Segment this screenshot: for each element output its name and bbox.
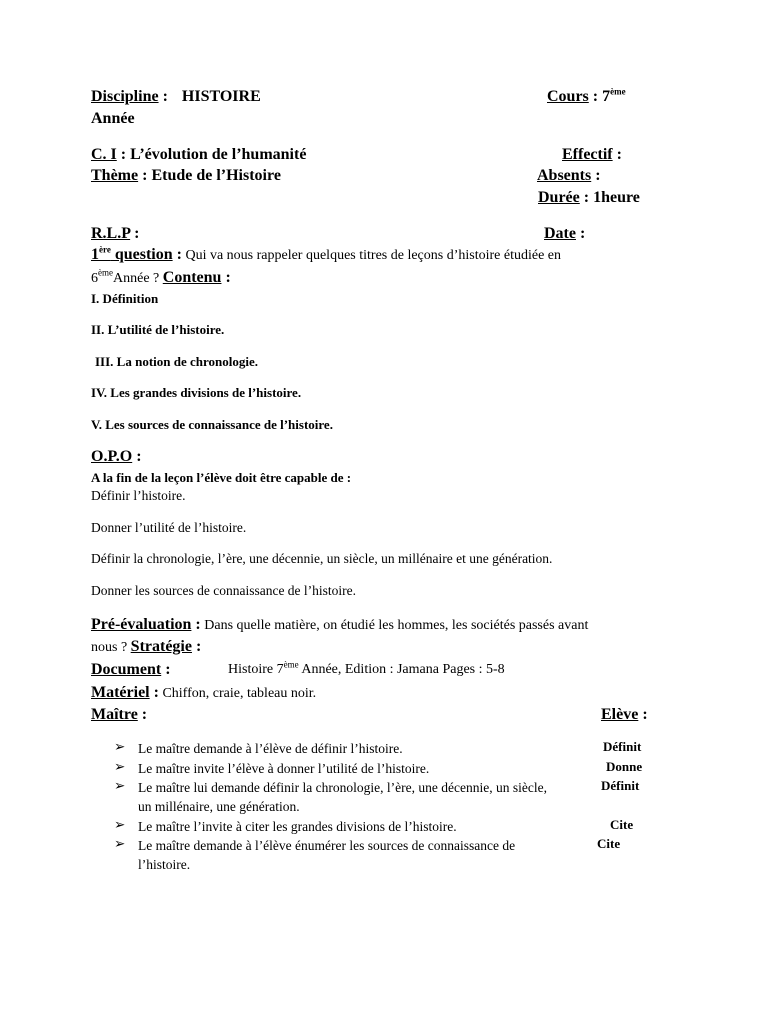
question-sep: : [172,246,182,263]
strategie-label: Stratégie [130,638,192,655]
cours-sep: : 7 [588,88,611,105]
arrow-bullet-icon: ➢ [114,778,126,793]
question-line2-sup: ème [98,267,113,278]
discipline-sep: : [158,88,168,105]
pre-eval-line-1 [91,616,588,634]
eleve-sep: : [638,706,648,723]
duree-line [538,189,640,207]
discipline-value: HISTOIRE [181,88,261,105]
theme-value: : Etude de l’Histoire [138,167,281,184]
question-line-1 [91,246,561,264]
ci-label: C. I [91,146,117,163]
opo-item: Définir la chronologie, l’ère, une décennie, un siècle, un millénaire et une génération. [91,551,553,566]
eleve-label: Elève [601,706,639,723]
document-line [91,661,171,679]
absents-line [537,167,601,185]
cours-sup: ème [610,86,626,97]
opo-item: Donner les sources de connaissance de l’histoire. [91,583,357,598]
opo-intro: A la fin de la leçon l’élève doit être capable de : [91,470,352,485]
effectif-sep: : [612,146,622,163]
duree-value: : 1heure [579,189,640,206]
activity-maitre: Le maître demande à l’élève énumérer les sources de connaissance de l’histoire. [138,838,516,872]
question-sup: ère [99,244,111,255]
activity-eleve: Cite [597,836,621,851]
arrow-bullet-icon: ➢ [114,836,126,851]
activity-eleve: Définit [601,778,640,793]
document-value-sup: ème [283,659,299,670]
strategie-sep: : [191,638,202,655]
effectif-label: Effectif [562,146,613,163]
document-label: Document [91,661,162,678]
question-num: 1 [91,246,99,263]
contenu-item: II. L’utilité de l’histoire. [91,322,225,337]
opo-item: Définir l’histoire. [91,488,186,503]
materiel-value: Chiffon, craie, tableau noir. [158,686,317,701]
date-line [544,225,585,243]
maitre-label: Maître [91,706,138,723]
contenu-label: Contenu [162,269,222,286]
question-line2-b: Année ? [113,271,163,286]
opo-sep: : [132,448,142,465]
annee: Année [91,110,135,127]
absents-sep: : [591,167,601,184]
absents-label: Absents [537,167,592,184]
question-line2-a: 6 [91,271,98,286]
arrow-bullet-icon: ➢ [114,817,126,832]
activity-maitre: Le maître l’invite à citer les grandes divisions de l’histoire. [138,819,457,834]
contenu-item: I. Définition [91,291,159,306]
pre-eval-sep: : [191,616,201,633]
materiel-line [91,684,316,702]
opo-label: O.P.O [91,448,133,465]
activity-eleve: Donne [606,759,643,774]
rlp-label: R.L.P [91,225,131,242]
cours-line [547,88,626,106]
opo-line [91,448,142,466]
question-label-text: question [110,246,173,263]
document-sep: : [161,661,171,678]
activity-maitre: Le maître demande à l’élève de définir l’histoire. [138,741,403,756]
arrow-bullet-icon: ➢ [114,739,126,754]
discipline-label: Discipline [91,88,159,105]
pre-eval-line2: nous ? [91,640,131,655]
discipline-line [91,88,261,106]
question-line-2 [91,269,231,287]
ci-line [91,146,306,164]
duree-label: Durée [538,189,580,206]
opo-item: Donner l’utilité de l’histoire. [91,520,247,535]
rlp-line [91,225,139,243]
eleve-heading [601,706,648,724]
pre-eval-line-2 [91,638,201,656]
document-value [228,659,505,678]
cours-label: Cours [547,88,589,105]
contenu-item: III. La notion de chronologie. [95,354,259,369]
contenu-item: IV. Les grandes divisions de l’histoire. [91,385,302,400]
theme-label: Thème [91,167,139,184]
question-text: Qui va nous rappeler quelques titres de leçons d’histoire étudiée en [181,248,561,263]
document-value-a: Histoire 7 [228,662,284,677]
pre-eval-text: Dans quelle matière, on étudié les hommes, les sociétés passés avant [200,618,589,633]
effectif-line [562,146,622,164]
contenu-sep: : [221,269,231,286]
activity-maitre: Le maître lui demande définir la chronologie, l’ère, une décennie, un siècle, un millénaire, une génération. [138,780,547,814]
document-value-b: Année, Edition : Jamana Pages : 5-8 [298,662,505,677]
activity-maitre: Le maître invite l’élève à donner l’utilité de l’histoire. [138,761,430,776]
activity-eleve: Cite [610,817,634,832]
pre-eval-label: Pré-évaluation [91,616,192,633]
activity-eleve: Définit [603,739,642,754]
arrow-bullet-icon: ➢ [114,759,126,774]
materiel-label: Matériel [91,684,150,701]
rlp-sep: : [130,225,140,242]
theme-line [91,167,281,185]
date-sep: : [575,225,586,242]
date-label: Date [544,225,576,242]
ci-value: : L’évolution de l’humanité [116,146,307,163]
maitre-heading [91,706,147,724]
maitre-sep: : [137,706,148,723]
question-label [91,246,173,263]
materiel-sep: : [149,684,159,701]
contenu-item: V. Les sources de connaissance de l’histoire. [91,417,333,432]
